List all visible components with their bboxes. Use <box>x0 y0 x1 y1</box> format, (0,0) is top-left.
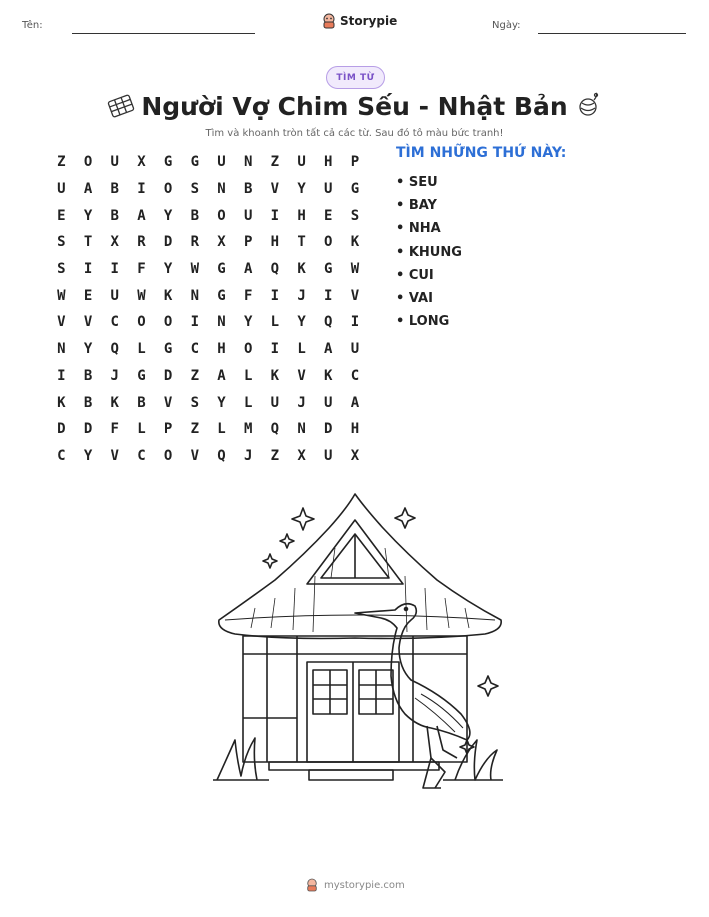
grid-row <box>48 416 368 443</box>
footer <box>306 878 405 892</box>
grid-row <box>48 229 368 256</box>
grid-letter[interactable]: J <box>297 287 306 304</box>
grid-letter[interactable]: L <box>297 341 306 358</box>
word-item: • KHUNG <box>396 244 462 260</box>
grid-letter[interactable]: Z <box>190 421 199 438</box>
grid-letter[interactable]: Y <box>83 207 93 224</box>
word-item: • NHA <box>396 221 441 237</box>
grid-letter[interactable]: U <box>324 447 333 464</box>
grid-letter[interactable]: Y <box>217 394 226 411</box>
grid-letter[interactable]: S <box>57 234 66 251</box>
grid-letter[interactable]: Q <box>270 421 280 438</box>
grid-letter[interactable]: U <box>217 154 226 171</box>
grid-letter[interactable]: Y <box>297 181 306 198</box>
grid-row <box>48 149 368 176</box>
grid-letter[interactable]: W <box>137 287 146 304</box>
grid-row <box>48 176 368 203</box>
grid-letter[interactable]: X <box>110 234 119 251</box>
grid-letter[interactable]: A <box>137 207 146 224</box>
grid-letter[interactable]: R <box>137 234 146 251</box>
grid-letter[interactable]: O <box>163 447 173 464</box>
word-list <box>396 171 462 333</box>
grid-letter[interactable]: K <box>57 394 66 411</box>
grid-letter[interactable]: A <box>350 394 360 411</box>
grid-letter[interactable]: X <box>137 154 146 171</box>
grid-letter[interactable]: C <box>137 447 146 464</box>
grid-row <box>48 256 368 283</box>
grid-letter[interactable]: F <box>137 261 146 278</box>
grid-row <box>48 309 368 336</box>
grid-letter[interactable]: Y <box>83 447 93 464</box>
grid-letter[interactable]: U <box>324 181 333 198</box>
grid-letter[interactable]: S <box>190 181 199 198</box>
brand-name: Storypie <box>340 14 398 28</box>
grid-row <box>48 202 368 229</box>
grid-letter[interactable]: U <box>57 181 66 198</box>
grid-letter[interactable]: H <box>270 234 280 251</box>
grid-letter[interactable]: V <box>270 181 280 198</box>
grid-letter[interactable]: D <box>57 421 66 438</box>
grid-letter[interactable]: D <box>163 234 173 251</box>
grid-letter[interactable]: X <box>350 447 360 464</box>
grid-letter[interactable]: H <box>324 154 333 171</box>
grid-letter[interactable]: L <box>270 314 280 331</box>
grid-letter[interactable]: T <box>297 234 306 251</box>
grid-letter[interactable]: Z <box>270 447 280 464</box>
grid-letter[interactable]: Z <box>190 367 199 384</box>
grid-letter[interactable]: M <box>243 421 253 438</box>
grid-letter[interactable]: W <box>57 287 66 304</box>
storypie-mascot-icon <box>322 13 336 29</box>
grid-letter[interactable]: U <box>110 154 119 171</box>
grid-letter[interactable]: G <box>350 181 360 198</box>
grid-letter[interactable]: I <box>57 367 66 384</box>
grid-letter[interactable]: K <box>297 261 306 278</box>
activity-tag: TÌM TỪ <box>326 66 385 89</box>
grid-letter[interactable]: Y <box>163 207 173 224</box>
page-title: Người Vợ Chim Sếu - Nhật Bản <box>141 92 568 121</box>
grid-row <box>48 363 368 390</box>
grid-letter[interactable]: G <box>324 261 333 278</box>
grid-letter[interactable]: A <box>324 341 333 358</box>
grid-letter[interactable]: R <box>190 234 199 251</box>
grid-letter[interactable]: U <box>297 154 306 171</box>
grid-letter[interactable]: T <box>83 234 93 251</box>
grid-letter[interactable]: J <box>243 447 253 464</box>
grid-letter[interactable]: Y <box>163 261 173 278</box>
grid-letter[interactable]: F <box>243 287 253 304</box>
grid-letter[interactable]: N <box>297 421 306 438</box>
grid-letter[interactable]: L <box>137 421 146 438</box>
grid-letter[interactable]: O <box>163 314 173 331</box>
grid-letter[interactable]: X <box>297 447 306 464</box>
grid-letter[interactable]: U <box>350 341 360 358</box>
grid-letter[interactable]: K <box>110 394 119 411</box>
grid-letter[interactable]: I <box>270 341 280 358</box>
grid-letter[interactable]: V <box>83 314 93 331</box>
grid-letter[interactable]: G <box>137 367 146 384</box>
grid-letter[interactable]: O <box>83 154 93 171</box>
grid-letter[interactable]: L <box>243 394 253 411</box>
grid-letter[interactable]: I <box>350 314 360 331</box>
grid-letter[interactable]: Q <box>270 261 280 278</box>
grid-letter[interactable]: D <box>83 421 93 438</box>
grid-letter[interactable]: F <box>110 421 119 438</box>
grid-letter[interactable]: W <box>190 261 199 278</box>
grid-letter[interactable]: P <box>243 234 253 251</box>
grid-letter[interactable]: C <box>57 447 66 464</box>
grid-letter[interactable]: B <box>190 207 199 224</box>
grid-letter[interactable]: L <box>137 341 146 358</box>
grid-letter[interactable]: V <box>190 447 199 464</box>
date-label: Ngày: <box>492 20 521 31</box>
grid-letter[interactable]: I <box>270 287 280 304</box>
grid-letter[interactable]: Z <box>57 154 66 171</box>
grid-letter[interactable]: G <box>190 154 199 171</box>
grid-letter[interactable]: N <box>217 181 226 198</box>
grid-letter[interactable]: A <box>83 181 93 198</box>
storypie-mascot-icon <box>306 878 318 892</box>
grid-letter[interactable]: J <box>110 367 119 384</box>
grid-letter[interactable]: N <box>243 154 253 171</box>
grid-row <box>48 336 368 363</box>
grid-letter[interactable]: J <box>297 394 306 411</box>
grid-letter[interactable]: Q <box>110 341 119 358</box>
grid-letter[interactable]: I <box>270 207 280 224</box>
grid-letter[interactable]: L <box>243 367 253 384</box>
grid-letter[interactable]: U <box>270 394 280 411</box>
grid-letter[interactable]: V <box>350 287 360 304</box>
grid-letter[interactable]: I <box>137 181 146 198</box>
grid-letter[interactable]: C <box>190 341 199 358</box>
grid-letter[interactable]: V <box>57 314 66 331</box>
word-list-heading: TÌM NHỮNG THỨ NÀY: <box>396 145 567 161</box>
name-label: Tên: <box>22 20 43 31</box>
yarn-spool-icon <box>576 92 602 120</box>
date-field[interactable] <box>538 33 686 34</box>
grid-letter[interactable]: B <box>110 207 119 224</box>
grid-letter[interactable]: I <box>190 314 199 331</box>
grid-letter[interactable]: O <box>217 207 226 224</box>
grid-letter[interactable]: B <box>110 181 119 198</box>
grid-letter[interactable]: E <box>324 207 333 224</box>
grid-letter[interactable]: D <box>324 421 333 438</box>
instructions: Tìm và khoanh tròn tất cả các từ. Sau đó tô màu bức tranh! <box>205 128 504 139</box>
grid-letter[interactable]: O <box>163 181 173 198</box>
brand-logo <box>322 13 397 29</box>
grid-letter[interactable]: V <box>110 447 119 464</box>
word-item: • SEU <box>396 175 438 191</box>
grid-letter[interactable]: P <box>350 154 360 171</box>
grid-letter[interactable]: B <box>83 367 93 384</box>
grid-letter[interactable]: C <box>350 367 360 384</box>
grid-letter[interactable]: I <box>324 287 333 304</box>
grid-letter[interactable]: X <box>217 234 226 251</box>
grid-letter[interactable]: Q <box>324 314 333 331</box>
grid-letter[interactable]: N <box>217 314 226 331</box>
grid-letter[interactable]: U <box>110 287 119 304</box>
grid-letter[interactable]: U <box>243 207 253 224</box>
grid-letter[interactable]: W <box>350 261 360 278</box>
grid-letter[interactable]: L <box>217 421 226 438</box>
grid-letter[interactable]: K <box>324 367 333 384</box>
grid-letter[interactable]: G <box>163 341 173 358</box>
grid-letter[interactable]: S <box>350 207 360 224</box>
footer-url[interactable]: mystorypie.com <box>324 879 405 891</box>
word-item: • BAY <box>396 198 437 214</box>
grid-letter[interactable]: O <box>137 314 146 331</box>
grid-letter[interactable]: H <box>217 341 226 358</box>
grid-letter[interactable]: Y <box>297 314 306 331</box>
grid-letter[interactable]: O <box>243 341 253 358</box>
grid-row <box>48 282 368 309</box>
grid-letter[interactable]: K <box>350 234 360 251</box>
grid-letter[interactable]: N <box>190 287 199 304</box>
grid-letter[interactable]: K <box>270 367 280 384</box>
word-item: • CUI <box>396 267 434 283</box>
grid-letter[interactable]: V <box>163 394 173 411</box>
grid-letter[interactable]: G <box>217 287 226 304</box>
grid-letter[interactable]: K <box>163 287 173 304</box>
grid-letter[interactable]: S <box>190 394 199 411</box>
grid-letter[interactable]: S <box>57 261 66 278</box>
grid-letter[interactable]: Q <box>217 447 226 464</box>
grid-letter[interactable]: B <box>83 394 93 411</box>
grid-row <box>48 389 368 416</box>
grid-letter[interactable]: Z <box>270 154 280 171</box>
grid-letter[interactable]: H <box>297 207 306 224</box>
house-and-crane-illustration <box>205 488 510 798</box>
grid-letter[interactable]: O <box>324 234 333 251</box>
grid-letter[interactable]: B <box>243 181 253 198</box>
grid-letter[interactable]: Y <box>83 341 93 358</box>
grid-letter[interactable]: G <box>217 261 226 278</box>
word-search-grid <box>48 149 368 469</box>
grid-letter[interactable]: C <box>110 314 119 331</box>
grid-letter[interactable]: E <box>83 287 93 304</box>
grid-letter[interactable]: G <box>163 154 173 171</box>
grid-row <box>48 443 368 470</box>
grid-letter[interactable]: N <box>57 341 66 358</box>
word-item: • VAI <box>396 291 433 307</box>
grid-letter[interactable]: D <box>163 367 173 384</box>
grid-letter[interactable]: U <box>324 394 333 411</box>
grid-letter[interactable]: B <box>137 394 146 411</box>
grid-letter[interactable]: I <box>83 261 93 278</box>
grid-letter[interactable]: I <box>110 261 119 278</box>
name-field[interactable] <box>72 33 255 34</box>
grid-letter[interactable]: P <box>163 421 173 438</box>
grid-letter[interactable]: A <box>217 367 226 384</box>
grid-letter[interactable]: A <box>243 261 253 278</box>
word-item: • LONG <box>396 314 450 330</box>
grid-letter[interactable]: V <box>297 367 306 384</box>
grid-letter[interactable]: E <box>57 207 66 224</box>
grid-letter[interactable]: H <box>350 421 360 438</box>
grid-letter[interactable]: Y <box>243 314 253 331</box>
